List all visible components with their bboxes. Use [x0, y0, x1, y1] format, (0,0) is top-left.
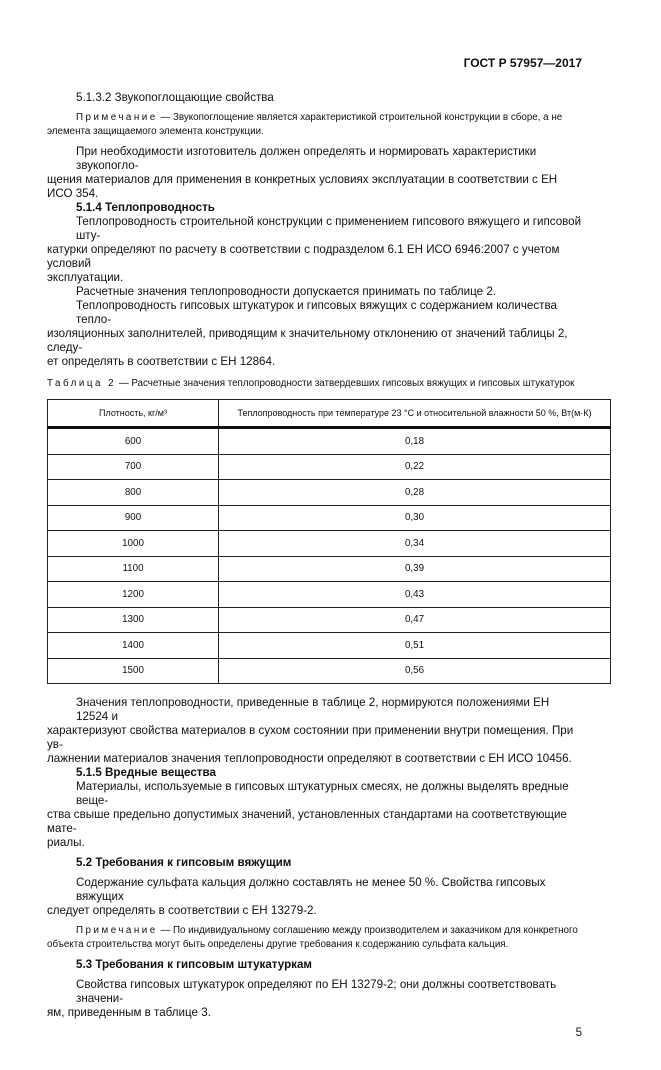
paragraph-line: эксплуатации.: [47, 271, 124, 284]
note-label: Примечание: [76, 925, 158, 936]
table-caption: [47, 377, 582, 391]
paragraph-line: Значения теплопроводности, приведенные в таблице 2, нормируются положениями ЕН 12524 и: [76, 696, 550, 723]
conductivity-cell: 0,43: [219, 582, 611, 608]
conductivity-cell: 0,28: [219, 480, 611, 506]
table-row: [48, 607, 611, 633]
section-heading: 5.3 Требования к гипсовым штукатуркам: [76, 958, 312, 971]
section-heading: 5.2 Требования к гипсовым вяжущим: [76, 856, 292, 869]
table-row: [48, 480, 611, 506]
table-row: [48, 505, 611, 531]
note-text: — По индивидуальному соглашению между производителем и заказчиком для конкретного: [160, 925, 578, 936]
conductivity-cell: 0,51: [219, 633, 611, 659]
density-cell: 1500: [48, 658, 219, 684]
note-line: [47, 924, 582, 938]
table-row: [48, 582, 611, 608]
column-header-density: Плотность, кг/м³: [48, 400, 219, 428]
section-heading: 5.1.4 Теплопроводность: [76, 201, 215, 214]
conductivity-cell: 0,18: [219, 428, 611, 455]
document-header: ГОСТ Р 57957—2017: [463, 56, 582, 70]
conductivity-cell: 0,22: [219, 454, 611, 480]
paragraph-line: лажнении материалов значения теплопроводности определяют в соответствии с ЕН ИСО 10456.: [47, 752, 572, 765]
conductivity-cell: 0,47: [219, 607, 611, 633]
paragraph-line: Теплопроводность строительной конструкции с применением гипсового вяжущего и гипсовой шту-: [76, 215, 582, 242]
paragraph-line: При необходимости изготовитель должен определять и нормировать характеристики звукопогло-: [76, 145, 537, 172]
paragraph-line: следует определять в соответствии с ЕН 13279-2.: [47, 904, 317, 917]
density-cell: 600: [48, 428, 219, 455]
density-cell: 1400: [48, 633, 219, 659]
note-label: Примечание: [76, 112, 158, 123]
density-cell: 700: [48, 454, 219, 480]
conductivity-cell: 0,39: [219, 556, 611, 582]
table-row: [48, 428, 611, 455]
density-cell: 1200: [48, 582, 219, 608]
table-row: [48, 633, 611, 659]
paragraph-line: Материалы, используемые в гипсовых штукатурных смесях, не должны выделять вредные веще-: [76, 780, 569, 807]
section-heading: 5.1.5 Вредные вещества: [76, 766, 216, 779]
table-row: [48, 531, 611, 557]
table-caption-text: — Расчетные значения теплопроводности затвердевших гипсовых вяжущих и гипсовых штукатурок: [118, 378, 575, 389]
paragraph-line: риалы.: [47, 836, 85, 849]
paragraph-line: Содержание сульфата кальция должно составлять не менее 50 %. Свойства гипсовых вяжущих: [76, 876, 546, 903]
table-row: [48, 658, 611, 684]
note-line: элемента защищаемого элемента конструкции.: [47, 126, 264, 137]
paragraph-line: Расчетные значения теплопроводности допускается принимать по таблице 2.: [76, 285, 496, 298]
conductivity-cell: 0,34: [219, 531, 611, 557]
paragraph-line: Теплопроводность гипсовых штукатурок и гипсовых вяжущих с содержанием количества тепло-: [76, 299, 557, 326]
note-line: [47, 111, 582, 125]
conductivity-cell: 0,56: [219, 658, 611, 684]
table-row: [48, 556, 611, 582]
density-cell: 1300: [48, 607, 219, 633]
paragraph-line: изоляционных заполнителей, приводящим к значительному отклонению от значений таблицы 2, следу-: [47, 327, 568, 354]
density-cell: 1100: [48, 556, 219, 582]
table-header-row: [48, 400, 611, 428]
thermal-conductivity-table: [47, 399, 611, 684]
paragraph-line: катурки определяют по расчету в соответствии с подразделом 6.1 ЕН ИСО 6946:2007 с учетом условий: [47, 243, 560, 270]
column-header-conductivity: Теплопроводность при температуре 23 °С и относительной влажности 50 %, Вт(м·К): [219, 400, 611, 428]
page-number: 5: [575, 1027, 582, 1039]
conductivity-cell: 0,30: [219, 505, 611, 531]
paragraph-line: ства свыше предельно допустимых значений, установленных стандартами на соответствующие мате-: [47, 808, 567, 835]
density-cell: 1000: [48, 531, 219, 557]
paragraph-line: ям, приведенным в таблице 3.: [47, 1006, 211, 1019]
note-text: — Звукопоглощение является характеристикой строительной конструкции в сборе, а не: [160, 112, 563, 123]
paragraph-line: Свойства гипсовых штукатурок определяют по ЕН 13279-2; они должны соответствовать значени-: [76, 978, 557, 1005]
section-title: 5.1.3.2 Звукопоглощающие свойства: [76, 91, 274, 104]
paragraph-line: характеризуют свойства материалов в сухом состоянии при применении внутри помещения. При ув-: [47, 724, 574, 751]
paragraph-line: щения материалов для применения в конкретных условиях эксплуатации в соответствии с ЕН ИСО 354.: [47, 173, 558, 200]
paragraph-line: ет определять в соответствии с ЕН 12864.: [47, 355, 276, 368]
table-caption-label: Таблица 2: [47, 378, 117, 389]
density-cell: 900: [48, 505, 219, 531]
density-cell: 800: [48, 480, 219, 506]
table-row: [48, 454, 611, 480]
note-line: объекта строительства могут быть определены другие требования к содержанию сульфата кальция.: [47, 939, 509, 950]
